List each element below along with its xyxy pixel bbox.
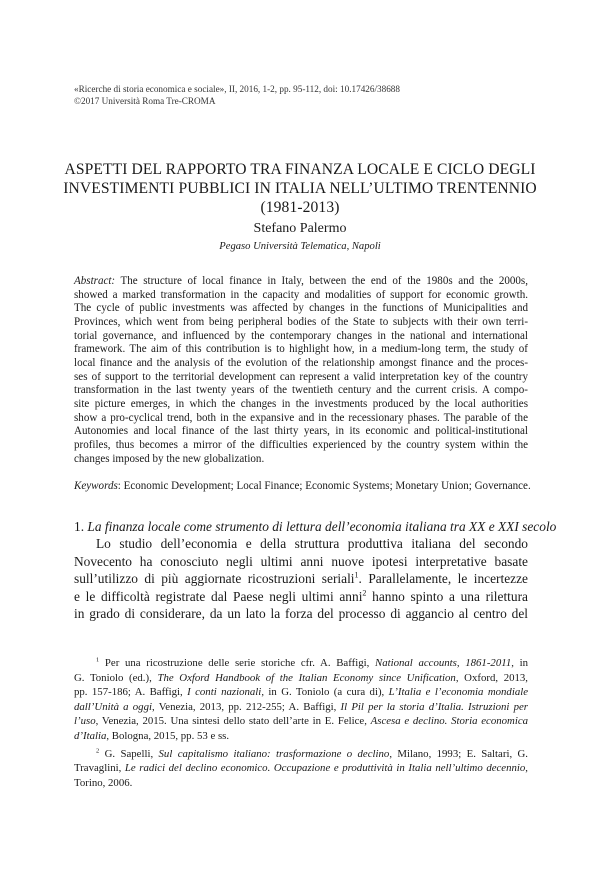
footnotes <box>74 656 528 793</box>
abstract-line: The cycle of public investments was affected by changes in the functions of Municipalities and <box>74 302 528 315</box>
abstract-label: Abstract: <box>74 275 116 287</box>
abstract-line: show a pro-cyclical trend, both in the expansive and in the recessionary phases. The parable of the <box>74 411 528 424</box>
title-line-3: (1981-2013) <box>260 199 340 216</box>
author-name: Stefano Palermo <box>253 221 347 236</box>
abstract <box>74 275 528 466</box>
body-line: in grado di considerare, da un lato la forza del processo di aggancio al centro del <box>74 606 528 621</box>
abstract-line: changes imposed by the new globalization. <box>74 452 265 465</box>
abstract-line: ses of support to the territorial development can represent a valid interpretation key of the country <box>74 370 528 383</box>
footnote-number: 2 <box>96 746 100 754</box>
section-number: 1. <box>74 519 85 534</box>
footnote-number: 1 <box>96 656 100 664</box>
body-line: e le difficoltà registrate dal Paese negli ultimi anni$^2$ hanno spinto a una rilettura <box>74 588 528 604</box>
abstract-line: site picture emerges, in which the changes in the investments produced by the local authorities <box>74 397 528 410</box>
body-line: Lo studio dell’economia e della struttura produttiva italiana del secondo <box>96 536 528 551</box>
footnote-ref-1[interactable]: 1 <box>354 570 359 580</box>
abstract-line: transformation in the last twenty years of the twentieth century and the current crisis. A compo- <box>74 384 528 397</box>
body-text <box>74 535 528 623</box>
title-line-1: ASPETTI DEL RAPPORTO TRA FINANZA LOCALE E CICLO DEGLI <box>64 161 536 178</box>
abstract-line: Provinces, which went from being peripheral bodies of the State to subjects with their own terri- <box>74 315 528 328</box>
copyright-line: ©2017 Università Roma Tre-CROMA <box>74 95 216 106</box>
abstract-line: local finance and the analysis of the evolution of the relationship amongst finance and the proces- <box>74 356 528 369</box>
abstract-line: torial governance, and influenced by the contemporary changes in the national and international <box>74 329 528 342</box>
keywords <box>74 480 531 494</box>
section-heading <box>74 518 557 535</box>
journal-citation: «Ricerche di storia economica e sociale», II, 2016, 1-2, pp. 95-112, doi: 10.17426/38688 <box>74 84 400 94</box>
abstract-line: Abstract: The structure of local finance in Italy, between the end of the 1980s and the 2000s, <box>74 275 528 287</box>
footnote-ref-2[interactable]: 2 <box>362 588 367 598</box>
article-title <box>60 160 540 217</box>
keywords-text: : Economic Development; Local Finance; Economic Systems; Monetary Union; Governance. <box>117 480 531 492</box>
footnote-2: $^2$ G. Sapelli, Sul capitalismo italiano: trasformazione o declino, Milano, 1993; E. Saltari, G. Travaglini, Le radici del declino economico. Occupazione e produttività in Italia nell’ultimo decennio, Torino, 2006. <box>74 746 529 789</box>
title-line-2: INVESTIMENTI PUBBLICI IN ITALIA NELL’ULTIMO TRENTENNIO <box>63 180 537 197</box>
abstract-line: profiles, thus becomes a mirror of the difficulties experienced by the country system within the <box>74 438 528 451</box>
journal-header <box>74 84 534 107</box>
keywords-label: Keywords <box>74 480 118 492</box>
body-line: sull’utilizzo di più aggiornate ricostruzioni seriali$^1$. Parallelamente, le incertezze <box>74 570 528 586</box>
footnote-1: $^1$ Per una ricostruzione delle serie storiche cfr. A. Baffigi, National accounts, 1861-2011, in G. Toniolo (ed.), The Oxford Handbook of the Italian Economy since Unification, Oxford, 2013, pp. 157-186; A. Baffigi, I conti nazionali, in G. Toniolo (a cura di), L’Italia e l’economia mondiale dall’Unità a oggi, Venezia, 2013, pp. 212-255; A. Baffigi, Il Pil per la storia d’Italia. Istruzioni per l’uso, Venezia, 2015. Una sintesi dello stato dell’arte in E. Felice, Ascesa e declino. Storia economica d’Italia, Bologna, 2015, pp. 53 e ss. <box>74 656 529 742</box>
abstract-line: Autonomies and local finance of the last thirty years, in its economic and political-institutional <box>74 425 528 438</box>
abstract-line: framework. The aim of this contribution is to highlight how, in a medium-long term, the study of <box>74 343 528 356</box>
body-line: Novecento ha conosciuto negli ultimi anni nuove ipotesi interpretative basate <box>74 553 528 569</box>
author-affiliation: Pegaso Università Telematica, Napoli <box>219 241 381 252</box>
abstract-line: showed a marked transformation in the capacity and modalities of support for economic growth. <box>74 288 528 301</box>
section-title: La finanza locale come strumento di lettura dell’economia italiana tra XX e XXI secolo <box>84 519 557 534</box>
